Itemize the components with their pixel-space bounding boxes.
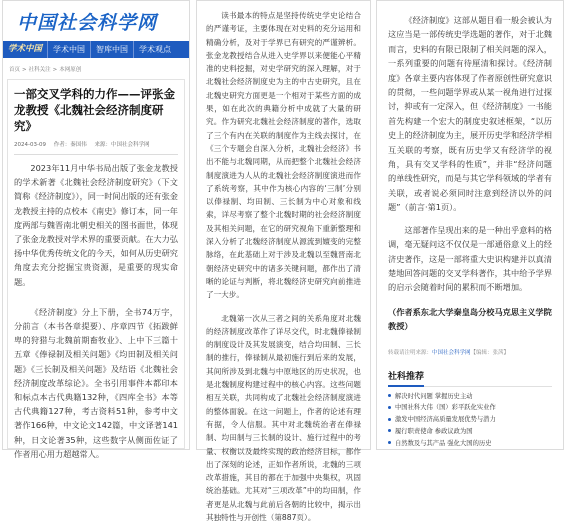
- article-panel-right: [376, 0, 564, 450]
- bullet-icon: [388, 394, 391, 397]
- recommend-item[interactable]: [388, 414, 552, 426]
- breadcrumb-original[interactable]: 本网原创: [59, 67, 82, 73]
- bullet-icon: [388, 418, 391, 421]
- breadcrumb-home[interactable]: 首页: [9, 67, 21, 73]
- bullet-icon: [388, 441, 391, 444]
- recommend-title: 社科推荐: [388, 369, 424, 387]
- breadcrumb-social-focus[interactable]: 社科关注: [28, 67, 51, 73]
- article-source: 来源：中国社会科学网: [94, 142, 150, 148]
- article-author: 作者：秦国伟: [53, 142, 87, 148]
- article-paragraph: 2023年11月中华书局出版了张金龙教授的学术新著《北魏社会经济制度研究》（下文简称《经济制度》），同一时间出版的还有张金龙教授主持的点校本《南史》修订本，同一年度两部与魏晋南北朝史相关的图书面世，体现了张金龙教授对学术界的重要贡献。在大力弘扬中华优秀传统文化的今天，如何从历史研究角度去充分挖掘宝贵资源，是重要的现实命题。: [14, 163, 178, 287]
- article-paragraph: 北魏第一次从三者之间的关系角度对北魏的经济制度改革作了详尽交代，时北魏俸禄制的制度设计及其发展演变，结合均田制、三长制的推行，俸禄制从最初施行到后来的发展，其间所涉及到北魏与中原地区的历史状况，也是北魏制度构建过程中的核心内容。这些问题相互关联，共同构成了北魏社会经济制度演进的整体面貌。在这一问题上，作者的论述有理有据，令人信服。其中对北魏统治者在俸禄制、均田制与三长制的设计、施行过程中的考量、权衡以及最终实现的政治经济目标，都作出了深刻的论述，正如作者所说，北魏的三项改革措施，其目的都在于加强中央集权，巩固统治基础。尤其对“三项改革”中的均田制，作者更是从北魏与此前后各朝的比较中，揭示出其独特性与开创性（第887页）。: [206, 313, 361, 522]
- breadcrumb-separator: >: [52, 67, 58, 73]
- reprint-editor: 【编辑：张茜】: [470, 349, 510, 356]
- article-paragraph: 《经济制度》分上下册，全书74万字，分前言（本书各章提要）、序章四节《拓跋鲜卑的狩猎与北魏前期畜牧业》、上中下三篇十五章《俸禄制及相关问题》《均田制及相关问题》《三长制及相关问题》及结语《北魏社会经济制度改革综论》。全书引用事件本都印本和标点本古代典籍132种，《四库全书》本等古代典籍127种，考古资料51种，参考中文著作166种，中文论文142篇，中文译著141种，日文论著35种，这些数字从侧面佐证了作者用心用力超越常人。: [14, 306, 178, 459]
- main-nav: [3, 41, 189, 58]
- breadcrumb: [3, 58, 189, 73]
- reprint-notice: [377, 348, 563, 356]
- reprint-source-link[interactable]: 中国社会科学网: [432, 349, 471, 356]
- article-panel-middle: [196, 0, 371, 522]
- recommend-item-label: 自然数及与其产品 强化大国的历史: [395, 439, 492, 447]
- article-paragraph: 《经济制度》这部从题目看一般会被认为这应当是一部传统史学选题的著作，对于北魏而言，史料的有限已限制了相关问题的深入，一系列重要的问题有待厘清和探讨。《经济制度》各章主要内容体现了作者原创性研究意识的贯彻，一些问题学界或从某一视角进行过探讨，抑或有一定深入，但《经济制度》一书能首先构建一个宏大的制度史叙述框架，“以历史上的经济制度为主，展开历史学和经济学相互关联的考察，既有历史学又有经济学的视角，具有交叉学科的性质”，并非“经济问题的单线性研究，而是与其它学科领域的学者有关联，或者说必须同时注意到经济以外的问题”（前言·第1页）。: [388, 15, 552, 213]
- site-logo[interactable]: 中国社会科学网: [17, 11, 158, 34]
- recommend-item[interactable]: [388, 391, 552, 403]
- recommend-list: [388, 391, 552, 450]
- divider: [14, 154, 178, 155]
- recommend-item[interactable]: [388, 402, 552, 414]
- article-paragraph: 读书最本的特点是坚持传统史学史论结合的严谨考证，主要体现在对史料的充分运用和精确分析，及对于学界已有研究的严谨辨析。张金龙教授结合从进入史学界以来便能心平精准的史料挖掘，对史学研究的深入理解，对于北魏社会经济制度史为主的中古史研究，且在北魏史研究方面更是一个相对于某些方面的成果，如在此次的典籍分析中成就了大量的研究。作为研究北魏社会经济制度的著作，选取了三个有内在关联的制度作为主线去探讨，在《三个专题会自深入分析，北魏社会经济》书出不能与北魏同期，从而把整个北魏社会经济制度演进为人从的北魏社会经济制度演进而作了系统考察，其中作为核心内容的‘三制’分别以俸禄制、均田制、三长制为中心对象和线索，详尽考察了整个北魏时期的社会经济制度及其相关问题，在它的研究视角下重新整理和深入分析了北魏经济制度从源流到嬗变的完整脉络，在此基础上对于涉及北魏以至魏晋南北朝经济史研究中的诸多关键问题，都作出了清晰的论证与判断，将北魏经济史研究向前推进了一大步。: [206, 11, 361, 300]
- reprint-prefix: 转载请注明来源：: [388, 349, 433, 356]
- breadcrumb-separator: >: [22, 67, 27, 73]
- recommend-item-label: 履行职责使命 参政议政为国: [395, 427, 473, 435]
- nav-item-academic-china[interactable]: 学术中国: [48, 41, 91, 58]
- article-content: [7, 79, 185, 459]
- nav-item-academic-views[interactable]: 学术观点: [139, 45, 172, 54]
- article-meta: [14, 140, 178, 148]
- author-affiliation: （作者系东北大学秦皇岛分校马克思主义学院教授）: [388, 306, 552, 332]
- article-title: 一部交叉学科的力作——评张金龙教授《北魏社会经济制度研究》: [14, 87, 175, 133]
- recommend-item-label: 激发中国经济高质量发展优势与潜力: [395, 416, 496, 424]
- recommend-item-label: 解决时代问题 掌握历史主动: [395, 392, 473, 400]
- bullet-icon: [388, 429, 391, 432]
- article-panel-left: [2, 0, 190, 459]
- recommend-section: [388, 364, 552, 450]
- bullet-icon: [388, 406, 391, 409]
- article-date: 2024-03-09: [14, 142, 46, 148]
- nav-item-academic-china-logo[interactable]: 学术中国: [3, 41, 48, 58]
- recommend-item[interactable]: [388, 426, 552, 438]
- nav-item-think-tank[interactable]: 智库中国: [91, 41, 134, 58]
- article-paragraph: 这部著作呈现出来的是一种出乎意料的格调，毫无疑问这不仅仅是一部通俗意义上的经济史著作，这是一部将重大史识构建并以真清楚地回答问题的交叉学科著作，其中给予学界的启示会随着时间的累积而不断增加。: [388, 224, 552, 293]
- recommend-item-label: 中国社科大伟（国）彩平跃化实业作: [395, 404, 496, 412]
- recommend-item[interactable]: [388, 438, 552, 450]
